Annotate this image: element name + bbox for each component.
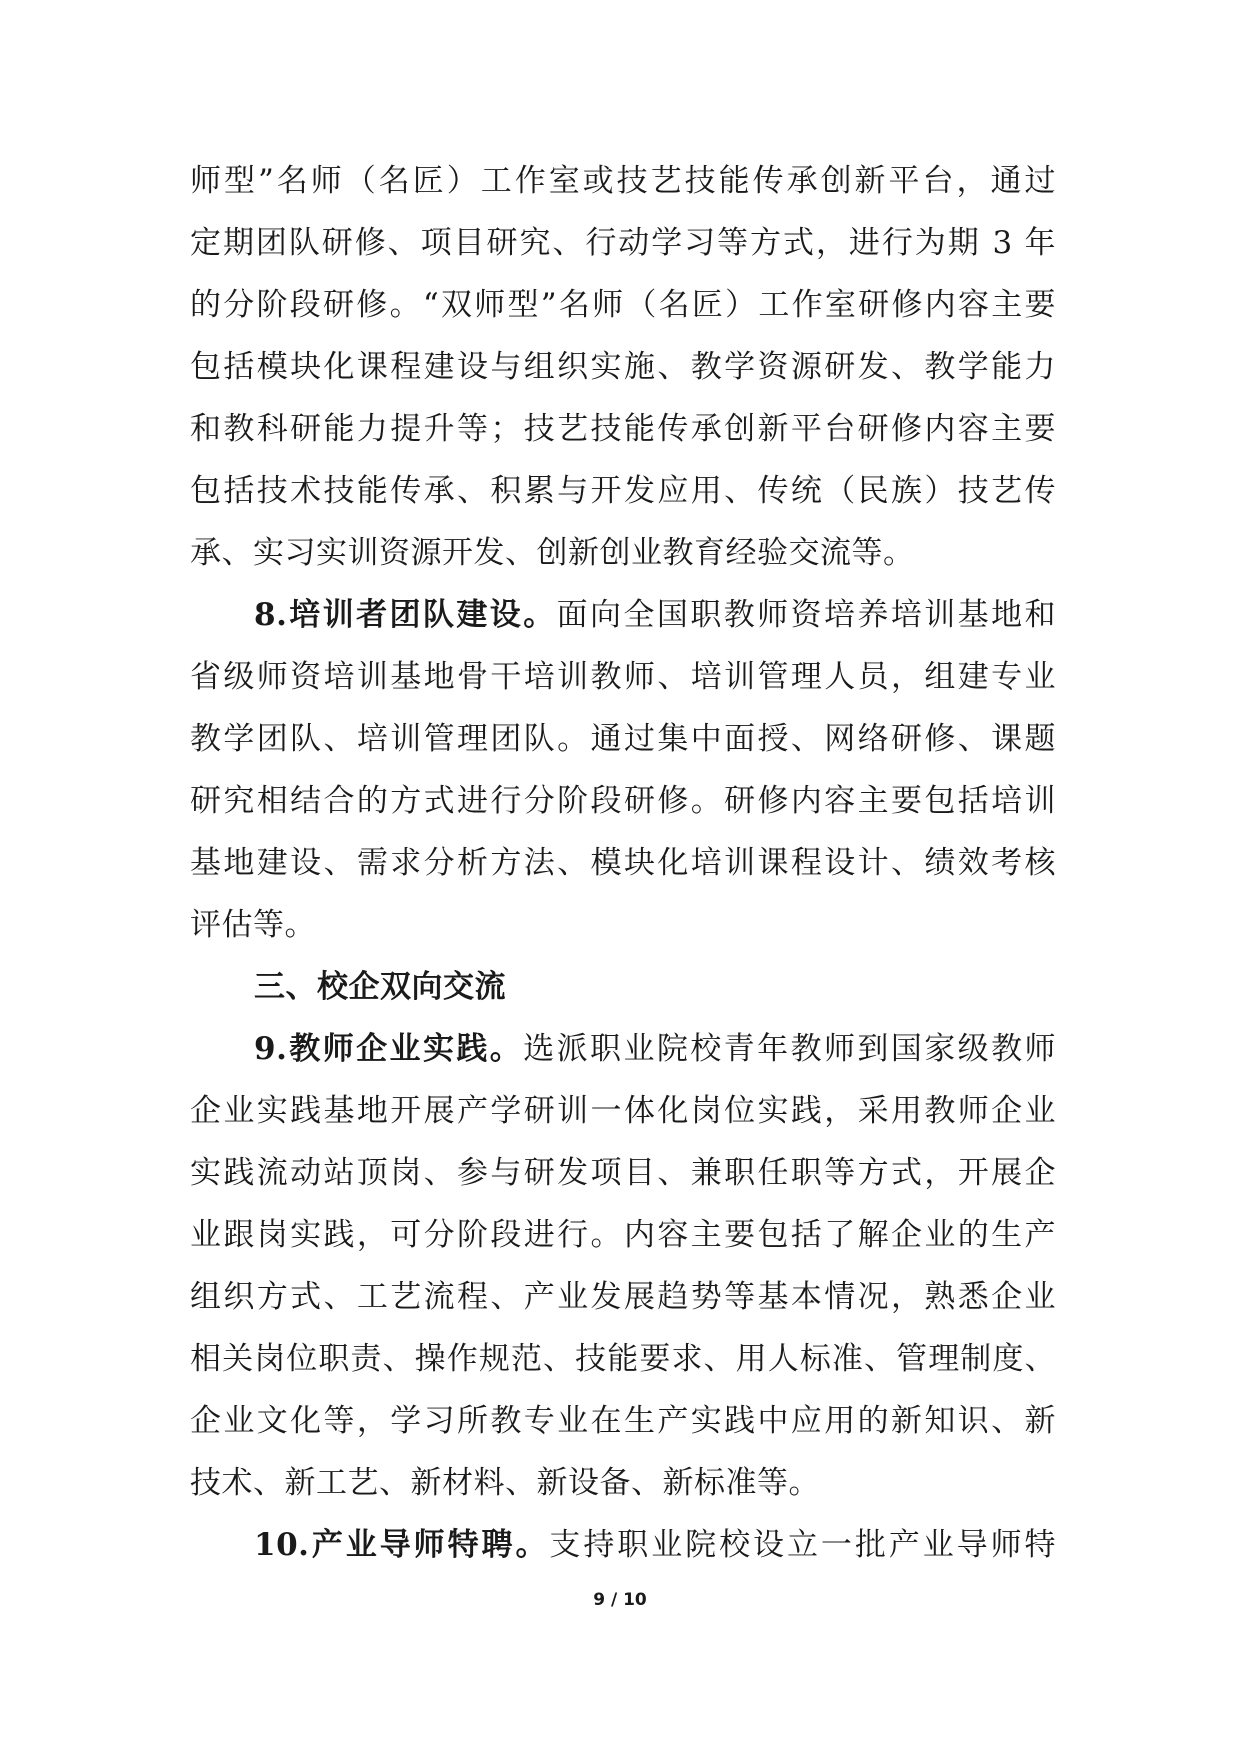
paragraph-line: 基地建设、需求分析方法、模块化培训课程设计、绩效考核: [190, 845, 1056, 881]
paragraph-line: 承、实习实训资源开发、创新创业教育经验交流等。: [190, 535, 915, 571]
paragraph-first-line: [190, 584, 1056, 646]
paragraph-line: 评估等。: [190, 907, 316, 943]
paragraph-line: 教学团队、培训管理团队。通过集中面授、网络研修、课题: [190, 721, 1056, 757]
paragraph-first-line: [190, 1514, 1056, 1576]
paragraph-line: 和教科研能力提升等；技艺技能传承创新平台研修内容主要: [190, 411, 1056, 447]
section-heading: 三、校企双向交流: [254, 969, 506, 1005]
paragraph-line: 技术、新工艺、新材料、新设备、新标准等。: [190, 1465, 820, 1501]
paragraph-line: 研究相结合的方式进行分阶段研修。研修内容主要包括培训: [190, 783, 1056, 819]
paragraph-line: 包括技术技能传承、积累与开发应用、传统（民族）技艺传: [190, 473, 1056, 509]
paragraph-line: 包括模块化课程建设与组织实施、教学资源研发、教学能力: [190, 349, 1056, 385]
paragraph-first-line: [190, 1018, 1056, 1080]
item-lead: 9.教师企业实践。: [254, 1031, 524, 1067]
body-text: [190, 150, 1056, 1576]
paragraph-line: 师型”名师（名匠）工作室或技艺技能传承创新平台，通过: [190, 163, 1056, 199]
item-lead: 8.培训者团队建设。: [254, 597, 557, 633]
item-text: 选派职业院校青年教师到国家级教师: [523, 1031, 1056, 1067]
paragraph-line: 业跟岗实践，可分阶段进行。内容主要包括了解企业的生产: [190, 1217, 1056, 1253]
item-text: 支持职业院校设立一批产业导师特: [549, 1527, 1056, 1563]
paragraph-line: 相关岗位职责、操作规范、技能要求、用人标准、管理制度、: [190, 1341, 1056, 1377]
paragraph-line: 定期团队研修、项目研究、行动学习等方式，进行为期 3 年: [190, 225, 1056, 261]
paragraph-line: 组织方式、工艺流程、产业发展趋势等基本情况，熟悉企业: [190, 1279, 1056, 1315]
paragraph-line: 实践流动站顶岗、参与研发项目、兼职任职等方式，开展企: [190, 1155, 1056, 1191]
item-lead: 10.产业导师特聘。: [254, 1527, 550, 1563]
paragraph-line: 企业文化等，学习所教专业在生产实践中应用的新知识、新: [190, 1403, 1056, 1439]
paragraph-line: 企业实践基地开展产学研训一体化岗位实践，采用教师企业: [190, 1093, 1056, 1129]
paragraph-line: 省级师资培训基地骨干培训教师、培训管理人员，组建专业: [190, 659, 1056, 695]
page-number: 9 / 10: [593, 1590, 647, 1610]
paragraph-line: 的分阶段研修。“双师型”名师（名匠）工作室研修内容主要: [190, 287, 1056, 323]
item-text: 面向全国职教师资培养培训基地和: [556, 597, 1056, 633]
